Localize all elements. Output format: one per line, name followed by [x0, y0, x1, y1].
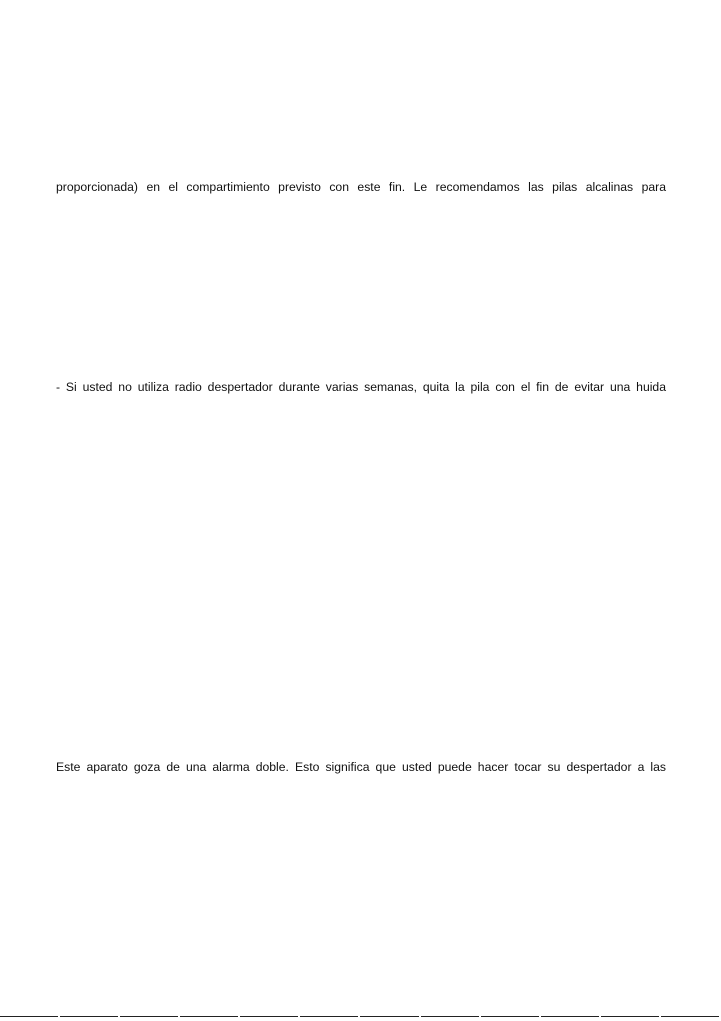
footer-rule-segment [360, 1016, 418, 1018]
text-line: Este aparato goza de una alarma doble. Esto significa que usted puede hacer tocar su despertador a las [56, 760, 666, 774]
text-line: - Si usted no utiliza radio despertador durante varias semanas, quita la pila con el fin de evitar una huida [56, 380, 666, 394]
footer-rule-segment [421, 1016, 479, 1018]
footer-rule-segment [240, 1016, 298, 1018]
footer-rule-segment [481, 1016, 539, 1018]
footer-rule-segment [0, 1016, 58, 1018]
footer-rule-segment [601, 1016, 659, 1018]
footer-rule-segment [180, 1016, 238, 1018]
footer-rule-segment [60, 1016, 118, 1018]
footer-rule [0, 1016, 721, 1018]
footer-rule-segment [541, 1016, 599, 1018]
text-line: proporcionada) en el compartimiento previsto con este fin. Le recomendamos las pilas alcalinas para [56, 180, 666, 194]
footer-rule-segment [120, 1016, 178, 1018]
footer-rule-segment [661, 1016, 719, 1018]
footer-rule-segment [300, 1016, 358, 1018]
